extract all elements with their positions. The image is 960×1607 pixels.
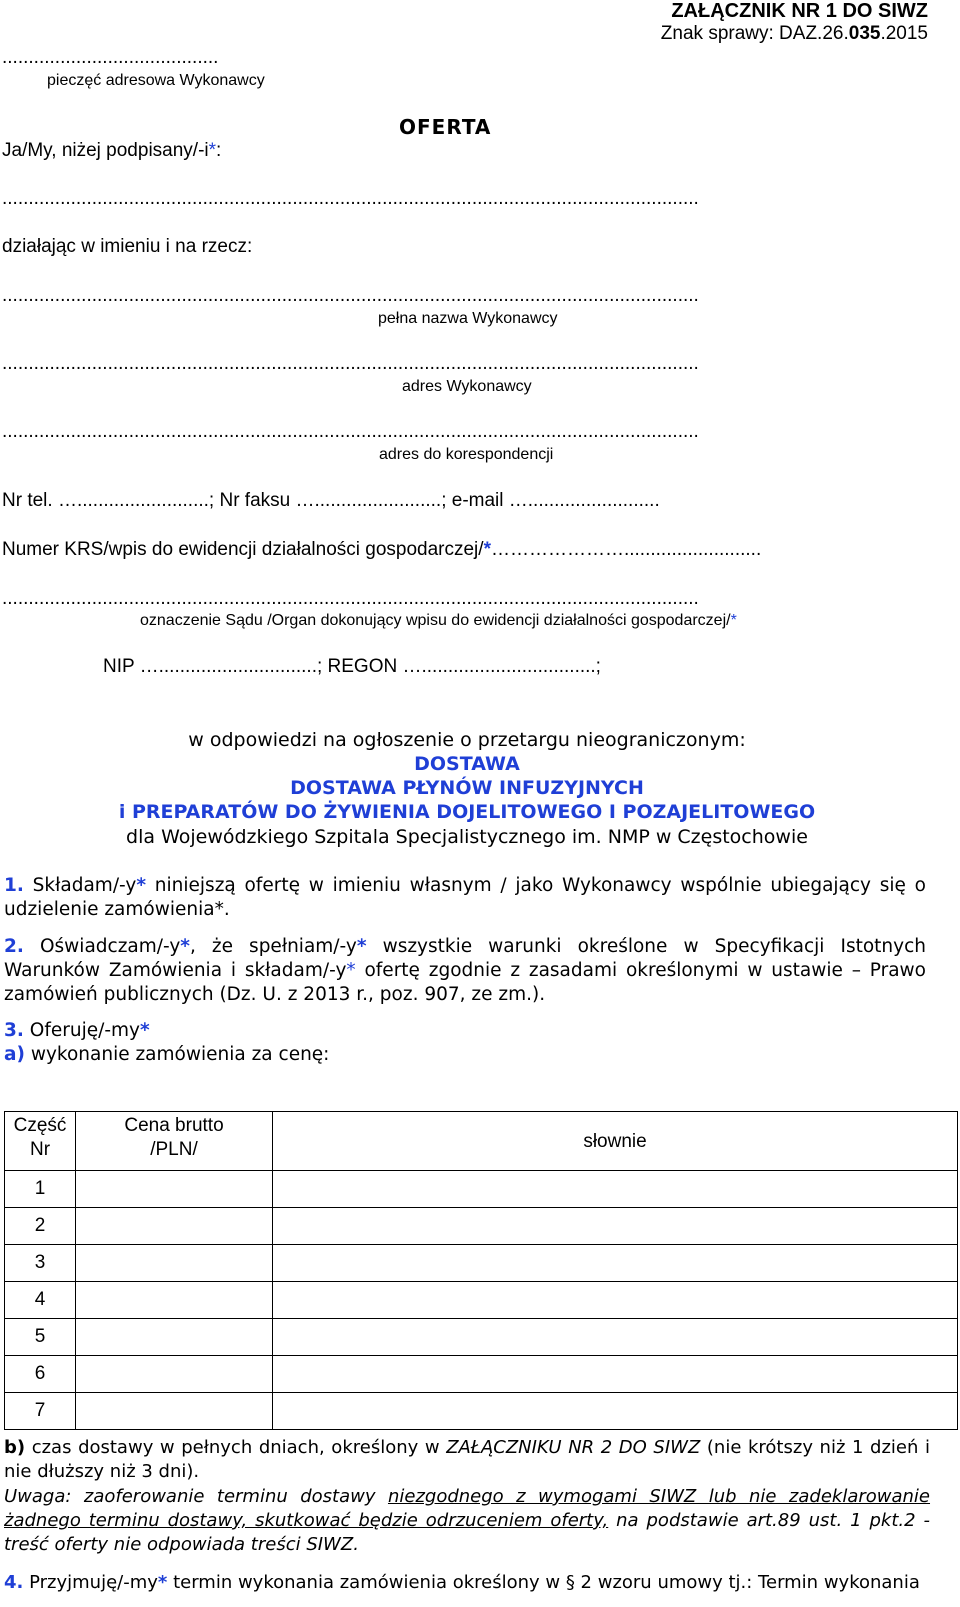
p3b-label: b) (4, 1437, 26, 1458)
name-line: .................................................................................................................................... (2, 285, 699, 306)
words-cell[interactable] (273, 1282, 958, 1319)
note-a: Uwaga: zaoferowanie terminu dostawy (4, 1486, 388, 1507)
correspondence-label: adres do korespondencji (379, 446, 554, 463)
p2-number: 2. (4, 936, 24, 957)
point-2 (4, 935, 926, 1007)
price-table (4, 1111, 958, 1430)
header-part-no (5, 1112, 76, 1171)
table-row (5, 1171, 958, 1208)
table-header-row (5, 1112, 958, 1171)
p3-a: Oferuję/-my (29, 1020, 140, 1041)
p2-asterisk-1: * (180, 936, 190, 957)
p4-b: termin wykonania zamówienia określony w § 2 wzoru umowy tj.: Termin wykonania (167, 1572, 920, 1593)
row-number: 3 (5, 1245, 76, 1282)
address-line: .................................................................................................................................... (2, 353, 699, 374)
case-number (661, 23, 928, 45)
price-cell[interactable] (76, 1171, 273, 1208)
krs-label: Numer KRS/wpis do ewidencji działalności gospodarczej/ (2, 539, 484, 560)
phone-line: Nr tel. ….........................; Nr faksu …........................; e-mail …......................... (2, 490, 660, 511)
words-cell[interactable] (273, 1208, 958, 1245)
case-prefix: Znak sprawy: DAZ.26. (660, 23, 849, 44)
stamp-label: pieczęć adresowa Wykonawcy (47, 72, 265, 89)
row-number: 5 (5, 1319, 76, 1356)
words-cell[interactable] (273, 1356, 958, 1393)
point-3b (4, 1436, 930, 1484)
p3b-text-2: (nie krótszy niż 1 dzień i nie dłuższy niż 3 dni). (4, 1437, 931, 1482)
p2-d: ofertę zgodnie z zasadami określonymi w ustawie – Prawo zamówień publicznych (Dz. U. z 2013 r., poz. 907, ze zm.). (4, 960, 926, 1005)
tender-line-1: DOSTAWA (414, 753, 520, 775)
full-name-label: pełna nazwa Wykonawcy (378, 310, 558, 327)
p1-number: 1. (4, 875, 24, 896)
note-underlined: niezgodnego z wymogami SIWZ lub nie zadeklarowanie żadnego terminu dostawy, skutkować będzie odrzuceniem oferty, (4, 1486, 931, 1531)
p3a-label: a) (4, 1044, 25, 1065)
point-3 (4, 1020, 150, 1041)
price-cell[interactable] (76, 1356, 273, 1393)
row-number: 1 (5, 1171, 76, 1208)
table-row (5, 1319, 958, 1356)
header-part-no-text: Część Nr (13, 1115, 67, 1160)
p4-asterisk: * (157, 1572, 168, 1593)
delivery-note (4, 1485, 930, 1557)
row-number: 6 (5, 1356, 76, 1393)
p2-asterisk-3: * (346, 960, 356, 981)
signer-label (2, 140, 221, 162)
p3b-text-1: czas dostawy w pełnych dniach, określony w (25, 1437, 447, 1458)
case-bold: 035 (848, 23, 881, 44)
table-row (5, 1356, 958, 1393)
court-line: .................................................................................................................................... (2, 588, 699, 609)
words-cell[interactable] (273, 1171, 958, 1208)
point-4 (4, 1572, 920, 1593)
p2-c: wszystkie warunki określone w Specyfikacji Istotnych Warunków Zamówienia i składam/-y (4, 936, 926, 981)
price-cell[interactable] (76, 1245, 273, 1282)
row-number: 7 (5, 1393, 76, 1430)
acting-label: działając w imieniu i na rzecz: (2, 236, 253, 257)
stamp-dots: ......................................... (2, 47, 219, 68)
tender-intro: w odpowiedzi na ogłoszenie o przetargu nieograniczonym: (188, 729, 746, 751)
words-cell[interactable] (273, 1319, 958, 1356)
words-cell[interactable] (273, 1245, 958, 1282)
price-cell[interactable] (76, 1393, 273, 1430)
price-cell[interactable] (76, 1208, 273, 1245)
table-row (5, 1208, 958, 1245)
nip-regon-line: NIP …..............................; REGON ….................................; (103, 656, 601, 677)
header-price-text: Cena brutto /PLN/ (124, 1115, 224, 1160)
table-row (5, 1245, 958, 1282)
court-text: oznaczenie Sądu /Organ dokonujący wpisu do ewidencji działalności gospodarczej/ (140, 612, 731, 629)
p3a-text: wykonanie zamówienia za cenę: (24, 1044, 330, 1065)
header-words: słownie (273, 1112, 958, 1171)
row-number: 4 (5, 1282, 76, 1319)
p3-asterisk: * (139, 1020, 150, 1041)
words-cell[interactable] (273, 1393, 958, 1430)
signer-line: .................................................................................................................................... (2, 188, 699, 209)
header-price (76, 1112, 273, 1171)
p1-b: niniejszą ofertę w imieniu własnym / jako Wykonawcy wspólnie ubiegający się o udzielenie zamówienia*. (4, 875, 926, 920)
table-row (5, 1393, 958, 1430)
colon: : (216, 140, 222, 161)
row-number: 2 (5, 1208, 76, 1245)
table-row (5, 1282, 958, 1319)
p3-number: 3. (4, 1020, 24, 1041)
tender-line-4: dla Wojewódzkiego Szpitala Specjalistycznego im. NMP w Częstochowie (126, 826, 808, 848)
address-label: adres Wykonawcy (402, 378, 532, 395)
krs-dots: ………………….......................... (490, 539, 762, 560)
price-cell[interactable] (76, 1282, 273, 1319)
p4-number: 4. (4, 1572, 24, 1593)
price-cell[interactable] (76, 1319, 273, 1356)
p3b-italic: ZAŁĄCZNIKU NR 2 DO SIWZ (446, 1437, 701, 1458)
court-asterisk: * (730, 612, 737, 629)
tender-line-2: DOSTAWA PŁYNÓW INFUZYJNYCH (290, 777, 644, 799)
case-suffix: .2015 (880, 23, 928, 44)
p1-a: Składam/-y (32, 875, 137, 896)
signer-text: Ja/My, niżej podpisany/-i (2, 140, 209, 161)
p2-asterisk-2: * (356, 936, 367, 957)
krs-asterisk: * (483, 539, 491, 560)
correspondence-line: .................................................................................................................................... (2, 421, 699, 442)
point-1 (4, 874, 926, 922)
p2-a: Oświadczam/-y (39, 936, 181, 957)
annex-title: ZAŁĄCZNIK NR 1 DO SIWZ (671, 0, 928, 22)
krs-line (2, 539, 761, 561)
p2-b: , że spełniam/-y (189, 936, 357, 957)
point-3a (4, 1044, 329, 1065)
offer-title: OFERTA (399, 115, 492, 139)
asterisk-mark: * (208, 140, 217, 161)
court-label (140, 612, 737, 630)
p4-a: Przyjmuję/-my (29, 1572, 158, 1593)
tender-line-3: i PREPARATÓW DO ŻYWIENIA DOJELITOWEGO I POZAJELITOWEGO (118, 801, 816, 823)
p1-asterisk: * (136, 875, 147, 896)
note-b: na podstawie art.89 ust. 1 pkt.2 - treść oferty nie odpowiada treści SIWZ. (4, 1510, 930, 1555)
